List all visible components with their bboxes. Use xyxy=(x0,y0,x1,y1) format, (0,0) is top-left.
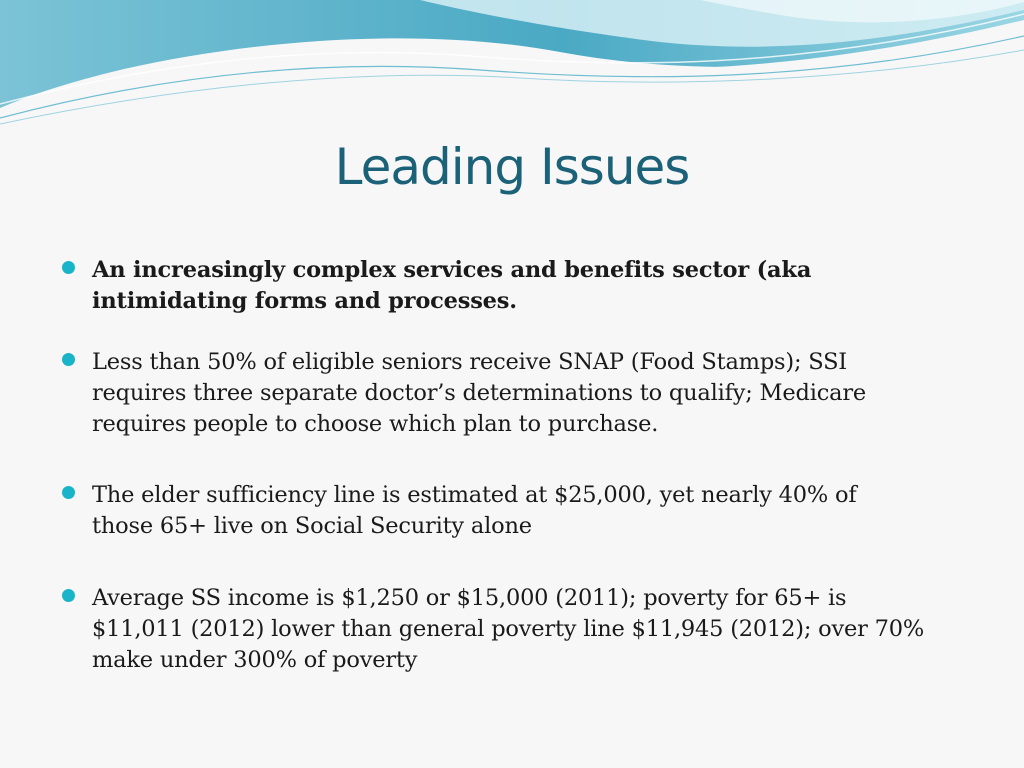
bullet-text: An increasingly complex services and benefits sector (aka intimidating forms and processes. xyxy=(92,257,812,314)
bullet-dot-icon xyxy=(62,486,75,499)
bullet-text: Less than 50% of eligible seniors receive SNAP (Food Stamps); SSI requires three separate doctor’s determinations to qualify; Medicare requires people to choose which plan to purchase. xyxy=(92,349,866,437)
bullet-dot-icon xyxy=(62,353,75,366)
bullet-text: The elder sufficiency line is estimated at $25,000, yet nearly 40% of those 65+ live on Social Security alone xyxy=(92,482,857,539)
page-title: Leading Issues xyxy=(334,138,690,196)
bullet-dot-icon xyxy=(62,589,75,602)
bullet-text: Average SS income is $1,250 or $15,000 (2011); poverty for 65+ is $11,011 (2012) lower than general poverty line $11,945 (2012); over 70% make under 300% of poverty xyxy=(92,585,925,673)
bullet-dot-icon xyxy=(62,261,75,274)
